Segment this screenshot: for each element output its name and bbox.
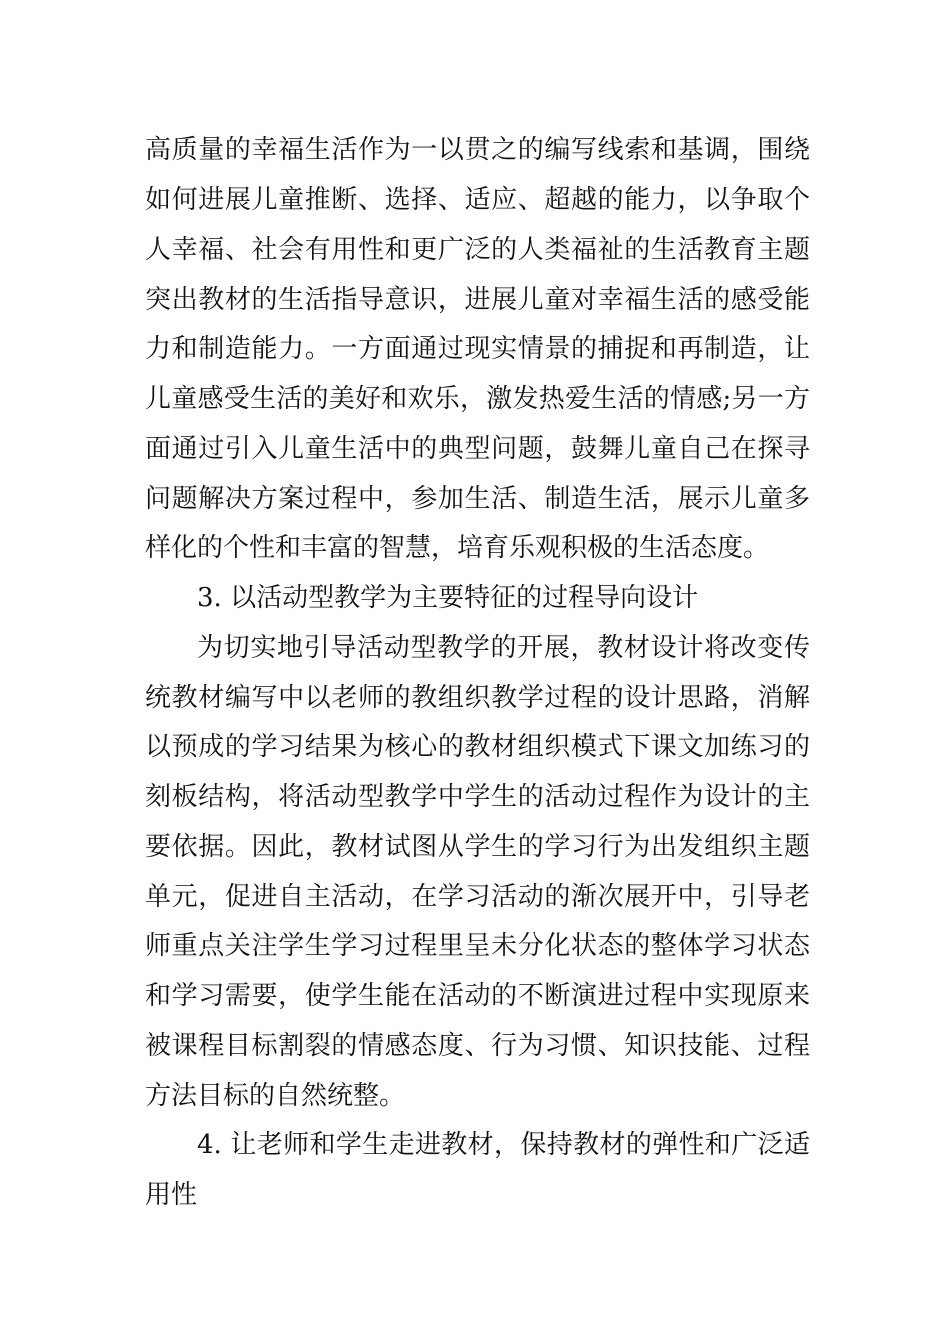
text-line: 儿童感受生活的美好和欢乐，激发热爱生活的情感;另一方 xyxy=(145,384,810,414)
text-line: 统教材编写中以老师的教组织教学过程的设计思路，消解 xyxy=(145,683,810,713)
text-line: 问题解决方案过程中，参加生活、制造生活，展示儿童多 xyxy=(145,484,810,514)
text-line: 突出教材的生活指导意识，进展儿童对幸福生活的感受能 xyxy=(145,285,810,315)
text-line: 和学习需要，使学生能在活动的不断演进过程中实现原来 xyxy=(145,981,810,1011)
section-heading-4-continued: 用性 xyxy=(145,1180,198,1210)
text-line: 被课程目标割裂的情感态度、行为习惯、知识技能、过程 xyxy=(145,1031,810,1061)
text-line: 以预成的学习结果为核心的教材组织模式下课文加练习的 xyxy=(145,732,810,762)
text-line: 样化的个性和丰富的智慧，培育乐观积极的生活态度。 xyxy=(145,533,770,563)
section-heading-4: 4. 让老师和学生走进教材，保持教材的弹性和广泛适 xyxy=(197,1130,810,1160)
section-heading-3: 3. 以活动型教学为主要特征的过程导向设计 xyxy=(197,583,699,613)
text-line: 要依据。因此，教材试图从学生的学习行为出发组织主题 xyxy=(145,832,810,862)
text-line: 为切实地引导活动型教学的开展，教材设计将改变传 xyxy=(197,633,810,663)
text-line: 单元，促进自主活动，在学习活动的渐次展开中，引导老 xyxy=(145,882,810,912)
text-line: 师重点关注学生学习过程里呈未分化状态的整体学习状态 xyxy=(145,931,810,961)
text-line: 面通过引入儿童生活中的典型问题，鼓舞儿童自己在探寻 xyxy=(145,434,810,464)
text-line: 如何进展儿童推断、选择、适应、超越的能力，以争取个 xyxy=(145,185,810,215)
text-line: 方法目标的自然统整。 xyxy=(145,1081,406,1111)
text-line: 刻板结构，将活动型教学中学生的活动过程作为设计的主 xyxy=(145,782,810,812)
text-line: 高质量的幸福生活作为一以贯之的编写线索和基调，围绕 xyxy=(145,135,810,165)
text-line: 力和制造能力。一方面通过现实情景的捕捉和再制造，让 xyxy=(145,334,810,364)
text-line: 人幸福、社会有用性和更广泛的人类福祉的生活教育主题 xyxy=(145,235,810,265)
